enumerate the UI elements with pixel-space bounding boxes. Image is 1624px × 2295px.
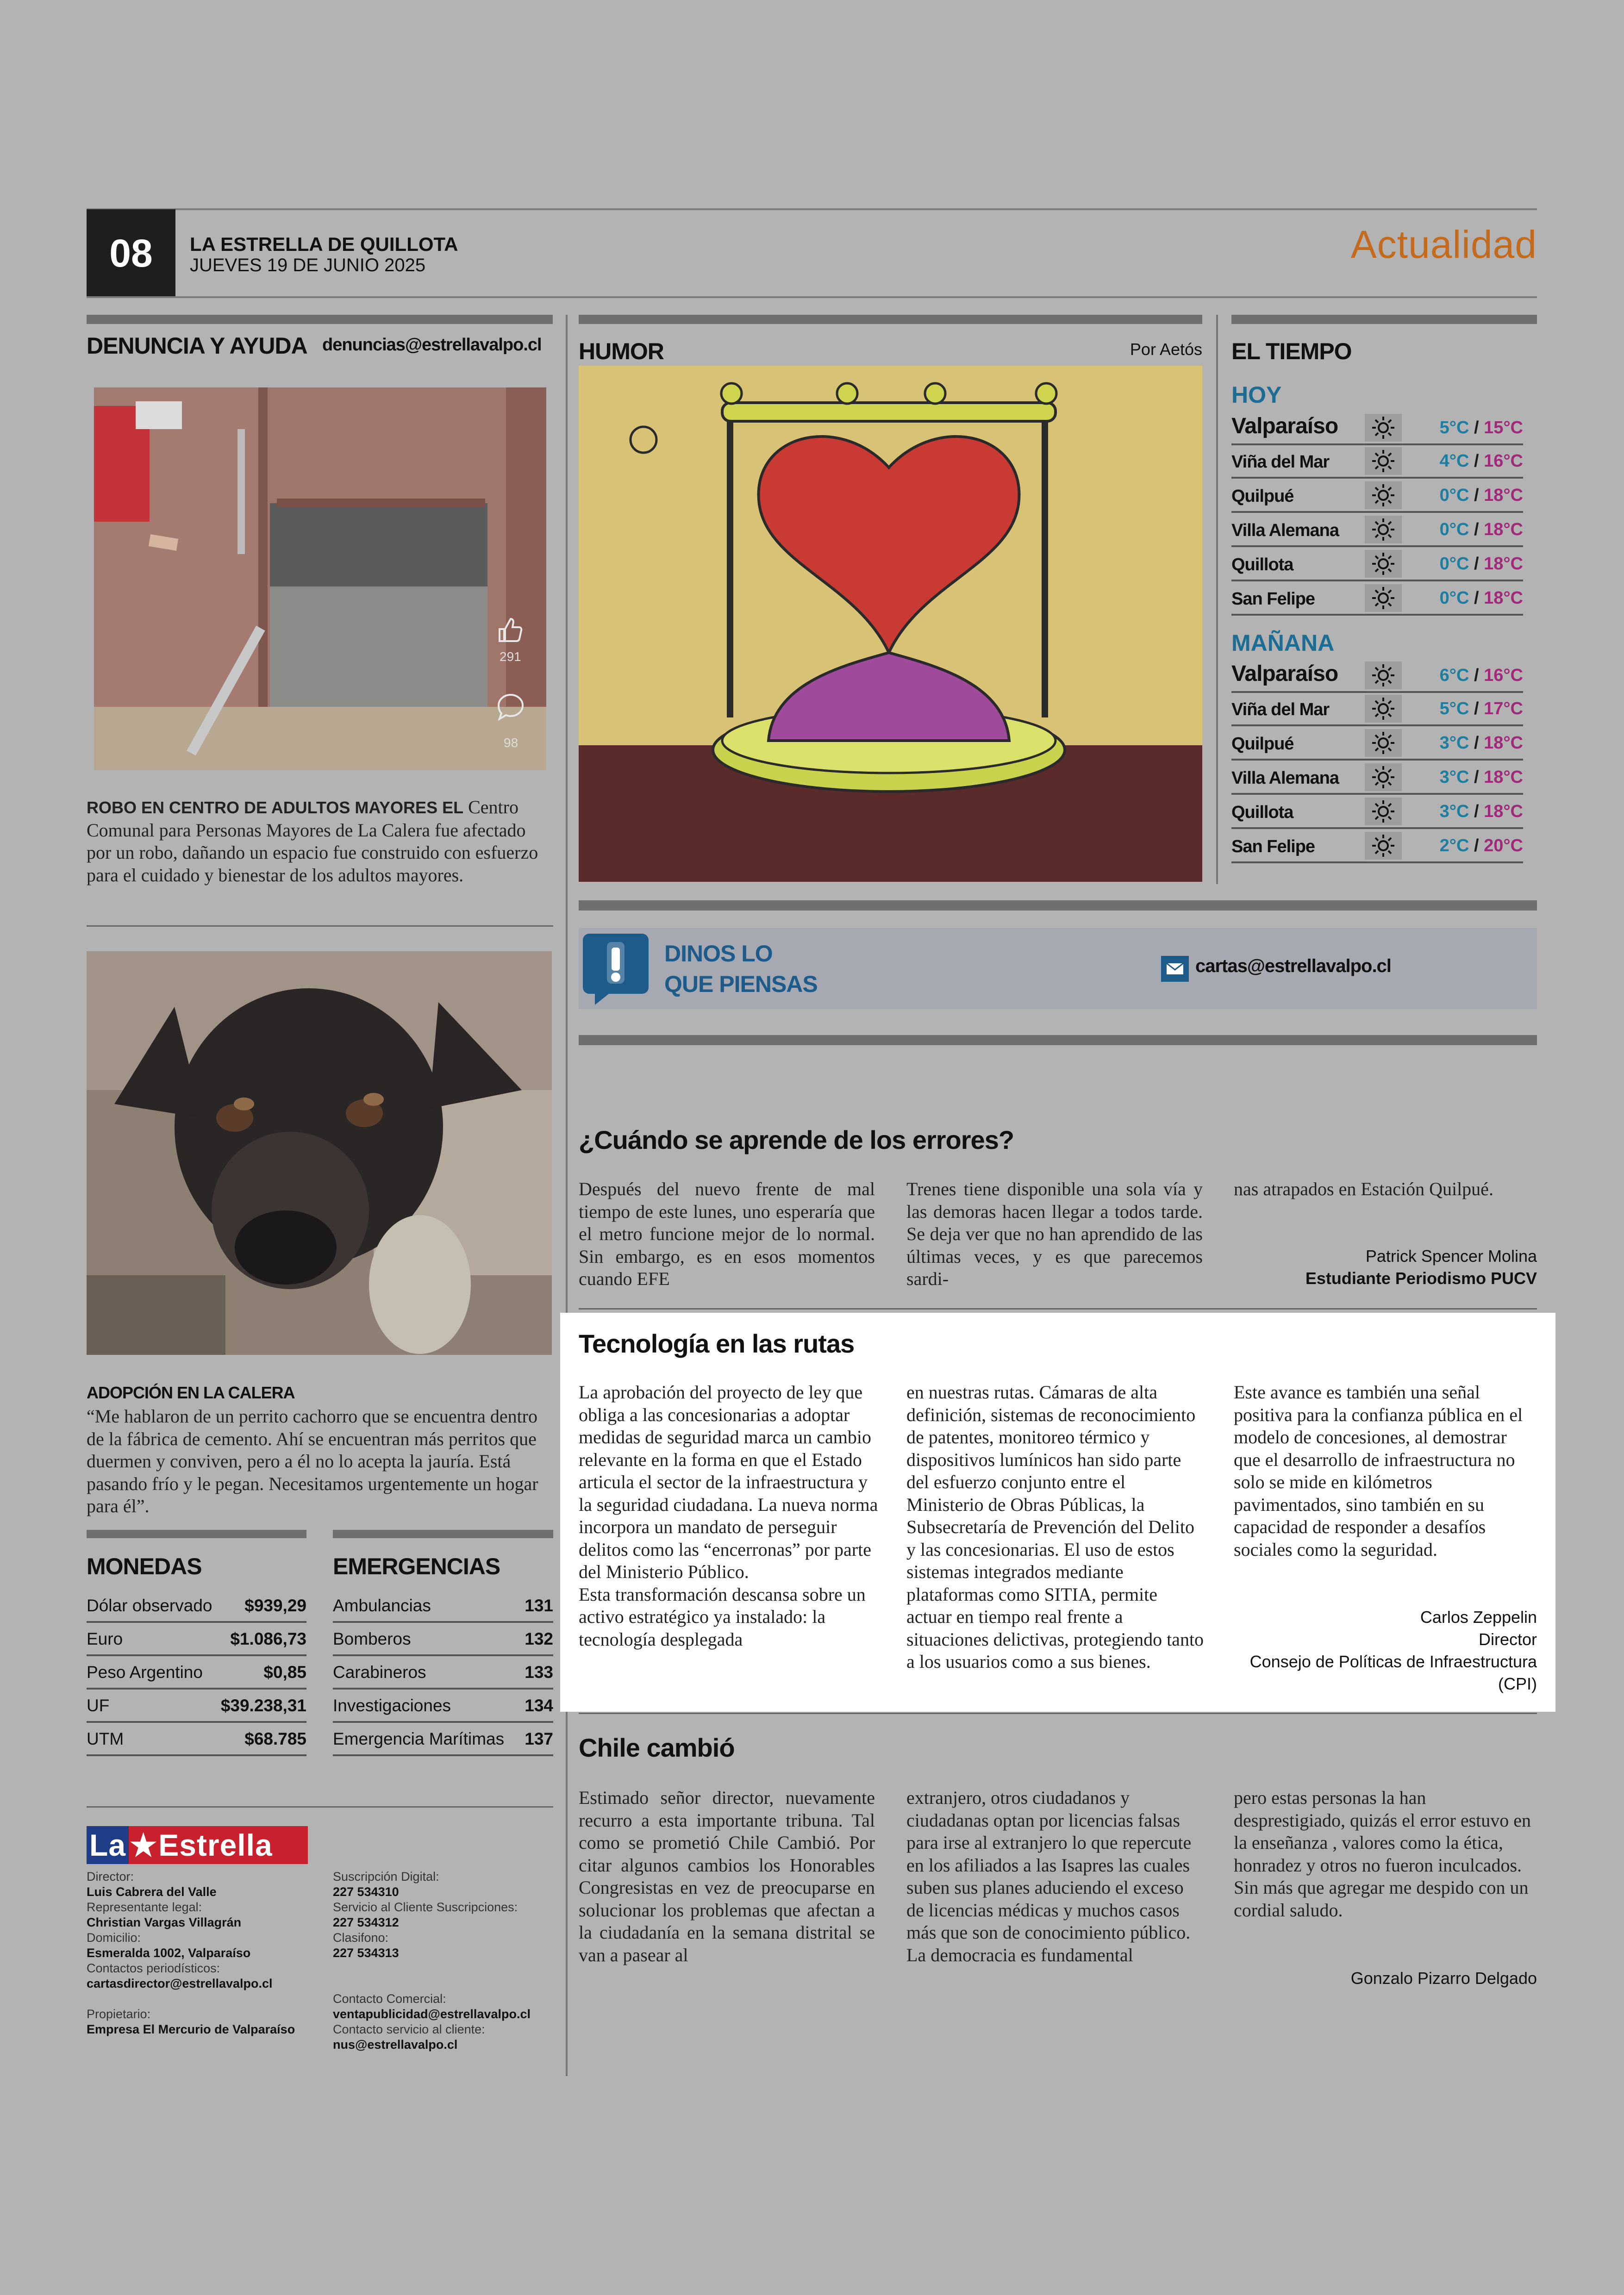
- dinos-email[interactable]: cartas@estrellavalpo.cl: [1195, 956, 1391, 976]
- city-name: Quilpué: [1231, 734, 1294, 754]
- weather-row: [1231, 514, 1523, 547]
- temp-separator: /: [1469, 767, 1484, 787]
- denuncia-topbar: [87, 315, 553, 324]
- city-name: Viña del Mar: [1231, 452, 1330, 472]
- divider-rule: [87, 925, 553, 927]
- tiempo-topbar: [1231, 315, 1537, 324]
- robbery-caption: [87, 796, 553, 886]
- contact-email[interactable]: cartasdirector@estrellavalpo.cl: [87, 1977, 273, 1990]
- dinos-line2: QUE PIENSAS: [664, 971, 818, 997]
- emergency-number[interactable]: 134: [525, 1696, 553, 1715]
- emergency-number[interactable]: 131: [525, 1596, 553, 1615]
- humor-title: HUMOR: [579, 338, 664, 364]
- emergencias-title: EMERGENCIAS: [333, 1553, 500, 1579]
- service-phone: 227 534312: [333, 1915, 399, 1929]
- emergency-number[interactable]: 132: [525, 1629, 553, 1648]
- temp-max: 18°C: [1484, 554, 1523, 574]
- temp-min: 0°C: [1439, 588, 1469, 608]
- sun-icon: [1365, 481, 1402, 509]
- sun-icon: [1365, 832, 1402, 860]
- sun-icon: [1365, 516, 1402, 543]
- classified-phone: 227 534313: [333, 1946, 399, 1960]
- client-email[interactable]: nus@estrellavalpo.cl: [333, 2038, 458, 2052]
- paper-name: LA ESTRELLA DE QUILLOTA: [190, 233, 458, 255]
- sun-icon: [1365, 729, 1402, 757]
- temp-max: 18°C: [1484, 486, 1523, 505]
- comments-count: 98: [504, 736, 518, 750]
- city-name: San Felipe: [1231, 589, 1315, 609]
- dinos-banner: [579, 928, 1537, 1009]
- letter3-author: Gonzalo Pizarro Delgado: [1350, 1969, 1537, 1988]
- letter1-col3: nas atrapados en Estación Quilpué.: [1234, 1179, 1493, 1199]
- contact-label: Contactos periodísticos:: [87, 1961, 220, 1975]
- letter3-col1: Estimado señor director, nuevamente recurro a esta importante tribuna. Tal como se prometió Chile Cambió. Por citar algunos cambios los Honorables Congresistas en vez de preocuparse en solucionar los problemas que afectan a la ciudadanía en la semana distrital se van a pasear al: [579, 1787, 875, 1965]
- classified-label: Clasifono:: [333, 1931, 389, 1945]
- sun-icon: [1365, 414, 1402, 442]
- sun-icon: [1365, 584, 1402, 612]
- temp-min: 0°C: [1439, 486, 1469, 505]
- client-label: Contacto servicio al cliente:: [333, 2022, 485, 2036]
- emergency-label: Ambulancias: [333, 1596, 431, 1615]
- currency-label: Peso Argentino: [87, 1663, 203, 1682]
- currency-value: $0,85: [263, 1663, 306, 1682]
- address: Esmeralda 1002, Valparaíso: [87, 1946, 251, 1960]
- temp-separator: /: [1469, 418, 1484, 437]
- emergency-label: Carabineros: [333, 1663, 426, 1682]
- monedas-topbar: [87, 1530, 306, 1538]
- page-number: 08: [109, 231, 153, 275]
- temp-separator: /: [1469, 733, 1484, 753]
- temp-separator: /: [1469, 588, 1484, 608]
- city-name: Quillota: [1231, 803, 1293, 822]
- city-name: Quillota: [1231, 555, 1293, 574]
- humor-topbar: [579, 315, 1202, 324]
- header-top-rule: [87, 208, 1537, 210]
- emergencias-row: [333, 1723, 553, 1756]
- temp-separator: /: [1469, 802, 1484, 821]
- city-name: Valparaíso: [1231, 661, 1338, 686]
- adopcion-text: “Me hablaron de un perrito cachorro que se encuentra dentro de la fábrica de cemento. Ahí se encuentran más perritos que duermen y conviven, pero a él no lo acepta la jauría. Está pasando frío y le pegan. Necesitamos urgentemente un hogar para él”.: [87, 1406, 538, 1516]
- letter2-col1-para2: Esta transformación descansa sobre un activo estratégico ya instalado: la tecnología desplegada: [579, 1584, 866, 1650]
- letter2-col1: [579, 1381, 879, 1651]
- page-number-box: [87, 209, 175, 297]
- sun-icon: [1365, 447, 1402, 475]
- service-label: Servicio al Cliente Suscripciones:: [333, 1900, 518, 1914]
- temp-min: 5°C: [1439, 418, 1469, 437]
- letter3-signature: [1351, 1967, 1537, 1989]
- robbery-caption-lead: ROBO EN CENTRO DE ADULTOS MAYORES EL: [87, 798, 464, 817]
- temp-max: 15°C: [1484, 418, 1523, 437]
- temp-min: 6°C: [1439, 666, 1469, 685]
- letter3-col2: [906, 1787, 1203, 1966]
- divider-rule: [579, 1713, 1537, 1714]
- masthead-left: [87, 1869, 318, 2037]
- weather-row: [1231, 693, 1523, 726]
- divider-rule: [579, 1308, 1537, 1310]
- currency-value: $939,29: [244, 1596, 306, 1615]
- city-name: Valparaíso: [1231, 414, 1338, 438]
- owner-label: Propietario:: [87, 2007, 151, 2021]
- rep-name: Christian Vargas Villagrán: [87, 1915, 242, 1929]
- letter2-author: Carlos Zeppelin: [1420, 1608, 1537, 1627]
- temp-min: 4°C: [1439, 451, 1469, 471]
- la-estrella-logo: La ★Estrella: [87, 1826, 308, 1864]
- letter1-title: ¿Cuándo se aprende de los errores?: [579, 1125, 1014, 1154]
- address-label: Domicilio:: [87, 1931, 141, 1945]
- temp-max: 20°C: [1484, 836, 1523, 855]
- likes-count: 291: [500, 649, 521, 664]
- thumbs-up-icon[interactable]: [495, 615, 525, 645]
- letter3-col3-para2: Sin más que agregar me despido con un cordial saludo.: [1234, 1877, 1529, 1921]
- subscription-phone: 227 534310: [333, 1885, 399, 1899]
- sun-icon: [1365, 695, 1402, 723]
- city-name: Villa Alemana: [1231, 768, 1339, 788]
- temp-separator: /: [1469, 520, 1484, 539]
- temp-max: 18°C: [1484, 733, 1523, 753]
- emergency-label: Investigaciones: [333, 1696, 451, 1715]
- temp-max: 16°C: [1484, 451, 1523, 471]
- star-icon: ★: [130, 1828, 158, 1862]
- emergencias-row: [333, 1590, 553, 1623]
- monedas-row: [87, 1623, 306, 1656]
- temp-max: 18°C: [1484, 520, 1523, 539]
- temp-max: 18°C: [1484, 588, 1523, 608]
- dinos-topbar: [579, 900, 1537, 911]
- letter2-title: Tecnología en las rutas: [579, 1329, 855, 1358]
- letter1-author: Patrick Spencer Molina: [1365, 1247, 1537, 1266]
- sun-icon: [1365, 798, 1402, 825]
- letter3-col2-para2: La democracia es fundamental: [906, 1944, 1133, 1965]
- currency-label: Euro: [87, 1629, 123, 1648]
- emergency-number[interactable]: 133: [525, 1663, 553, 1682]
- temp-separator: /: [1469, 486, 1484, 505]
- monedas-row: [87, 1690, 306, 1723]
- manana-label: MAÑANA: [1231, 630, 1335, 656]
- temp-separator: /: [1469, 554, 1484, 574]
- city-name: Villa Alemana: [1231, 521, 1339, 540]
- temp-separator: /: [1469, 666, 1484, 685]
- temp-max: 18°C: [1484, 767, 1523, 787]
- temp-min: 3°C: [1439, 767, 1469, 787]
- letter3-col3-para1: pero estas personas la han desprestigiado, quizás el error estuvo en la enseñanza , valores como la ética, honradez y otros no fueron inculcados.: [1234, 1787, 1531, 1876]
- sun-icon: [1365, 763, 1402, 791]
- hoy-label: HOY: [1231, 382, 1282, 408]
- currency-label: UTM: [87, 1729, 124, 1748]
- letter1-col1: Después del nuevo frente de mal tiempo de este lunes, uno esperaría que el metro funcione mejor de lo normal. Sin embargo, es en esos momentos cuando EFE: [579, 1179, 875, 1289]
- letter3-col2-para1: extranjero, otros ciudadanos y ciudadanas optan por licencias falsas para irse al extranjero lo que repercute en los afiliados a las Isapres las cuales suben sus planes aduciendo el exceso de licencias médicas y muchos casos más que son de conocimiento público.: [906, 1787, 1192, 1943]
- temp-min: 3°C: [1439, 802, 1469, 821]
- humor-cartoon: [579, 366, 1202, 882]
- letter2-col3: Este avance es también una señal positiva para la confianza pública en el modelo de concesiones, al demostrar que el desarrollo de infraestructura no solo se mide en kilómetros pavimentados, sino también en su capacidad de responder a desafíos sociales como la seguridad.: [1234, 1382, 1523, 1560]
- letter2-organization: Consejo de Políticas de Infraestructura: [1249, 1652, 1537, 1671]
- emergencias-row: [333, 1656, 553, 1690]
- exclamation-icon: [581, 932, 650, 1007]
- temp-min: 3°C: [1439, 733, 1469, 753]
- dinos-heading: [664, 938, 818, 999]
- monedas-row: [87, 1656, 306, 1690]
- emergencias-row: [333, 1690, 553, 1723]
- column-divider-left: [566, 315, 568, 2076]
- section-title: Actualidad: [1350, 223, 1537, 266]
- sun-icon: [1365, 550, 1402, 578]
- letter2-author-role: Director: [1478, 1630, 1537, 1649]
- subscription-label: Suscripción Digital:: [333, 1870, 439, 1883]
- emergencias-topbar: [333, 1530, 553, 1538]
- temp-separator: /: [1469, 451, 1484, 471]
- director-label: Director:: [87, 1870, 134, 1883]
- temp-min: 5°C: [1439, 699, 1469, 718]
- column-divider-right: [1216, 315, 1218, 884]
- sun-icon: [1365, 661, 1402, 689]
- owner-name: Empresa El Mercurio de Valparaíso: [87, 2022, 295, 2036]
- weather-row: [1231, 582, 1523, 616]
- temp-separator: /: [1469, 836, 1484, 855]
- letter1-author-role: Estudiante Periodismo PUCV: [1305, 1269, 1537, 1288]
- city-name: Viña del Mar: [1231, 700, 1330, 719]
- monedas-row: [87, 1723, 306, 1756]
- emergency-number[interactable]: 137: [525, 1729, 553, 1748]
- dinos-line1: DINOS LO: [664, 941, 773, 967]
- robbery-photo: [94, 387, 546, 770]
- denuncia-email[interactable]: denuncias@estrellavalpo.cl: [322, 335, 542, 355]
- commercial-email[interactable]: ventapublicidad@estrellavalpo.cl: [333, 2007, 531, 2021]
- monedas-title: MONEDAS: [87, 1553, 202, 1579]
- envelope-icon: [1161, 956, 1189, 982]
- issue-date: JUEVES 19 DE JUNIO 2025: [190, 255, 426, 275]
- tiempo-title: EL TIEMPO: [1231, 338, 1352, 364]
- letter2-col2: en nuestras rutas. Cámaras de alta definición, sistemas de reconocimiento de patentes, monitoreo térmico y dispositivos lumínicos han sido parte del esfuerzo conjunto entre el Ministerio de Obras Públicas, la Subsecretaría de Prevención del Delito y las concesionarias. El uso de estos sistemas integrados mediante plataformas como SITIA, permite actuar en tiempo real frente a situaciones delictivas, protegiendo tanto a los usuarios como a sus bienes.: [906, 1382, 1204, 1672]
- letter2-col1-para1: La aprobación del proyecto de ley que obliga a las concesionarias a adoptar medidas de seguridad marca un cambio relevante en la forma en que el Estado articula el sector de la infraestructura y la seguridad ciudadana. La nueva norma incorpora un mandato de perseguir delitos como las “encerronas” por parte del Ministerio Público.: [579, 1382, 878, 1582]
- letter1-col2: Trenes tiene disponible una sola vía y las demoras hacen llegar a todos tarde. Se deja ver que no han aprendido de las últimas veces, y es que parecemos sardi-: [906, 1179, 1203, 1289]
- emergency-label: Emergencia Marítimas: [333, 1729, 505, 1748]
- letter3-col3: [1234, 1787, 1537, 1921]
- comment-icon[interactable]: [496, 692, 525, 722]
- dog-photo: [87, 951, 552, 1355]
- denuncia-title: DENUNCIA Y AYUDA: [87, 333, 307, 359]
- rep-label: Representante legal:: [87, 1900, 202, 1914]
- weather-row: [1231, 761, 1523, 795]
- temp-max: 18°C: [1484, 802, 1523, 821]
- temp-min: 0°C: [1439, 554, 1469, 574]
- divider-rule: [87, 1806, 553, 1808]
- weather-row: [1231, 796, 1523, 829]
- currency-value: $68.785: [244, 1729, 306, 1748]
- letter3-title: Chile cambió: [579, 1733, 735, 1762]
- humor-author: Por Aetós: [1130, 340, 1202, 359]
- weather-row: [1231, 727, 1523, 761]
- weather-row: [1231, 445, 1523, 479]
- adopcion-title: ADOPCIÓN EN LA CALERA: [87, 1383, 295, 1402]
- weather-row: [1231, 480, 1523, 513]
- commercial-label: Contacto Comercial:: [333, 1992, 446, 2006]
- currency-value: $39.238,31: [220, 1696, 306, 1715]
- currency-value: $1.086,73: [230, 1629, 306, 1648]
- robbery-caption-text: Centro Comunal para Personas Mayores de La Calera fue afectado por un robo, dañando un espacio fue construido con esfuerzo para el cuidado y bienestar de los adultos mayores.: [87, 797, 538, 886]
- dinos-bottombar: [579, 1035, 1537, 1045]
- currency-label: Dólar observado: [87, 1596, 212, 1615]
- temp-max: 16°C: [1484, 666, 1523, 685]
- monedas-row: [87, 1590, 306, 1623]
- letter1-signature: [1305, 1245, 1537, 1290]
- currency-label: UF: [87, 1696, 110, 1715]
- emergency-label: Bomberos: [333, 1629, 411, 1648]
- masthead-right: [333, 1869, 553, 2052]
- temp-separator: /: [1469, 699, 1484, 718]
- temp-max: 17°C: [1484, 699, 1523, 718]
- letter2-organization-abbr: (CPI): [1498, 1674, 1537, 1693]
- weather-row: [1231, 830, 1523, 863]
- city-name: Quilpué: [1231, 486, 1294, 506]
- weather-row: [1231, 548, 1523, 581]
- weather-row: [1231, 660, 1523, 693]
- director-name: Luis Cabrera del Valle: [87, 1885, 217, 1899]
- weather-row: [1231, 412, 1523, 445]
- emergencias-row: [333, 1623, 553, 1656]
- temp-min: 2°C: [1439, 836, 1469, 855]
- letter2-signature: [1250, 1606, 1537, 1695]
- temp-min: 0°C: [1439, 520, 1469, 539]
- city-name: San Felipe: [1231, 837, 1315, 856]
- header-bottom-rule: [87, 296, 1537, 298]
